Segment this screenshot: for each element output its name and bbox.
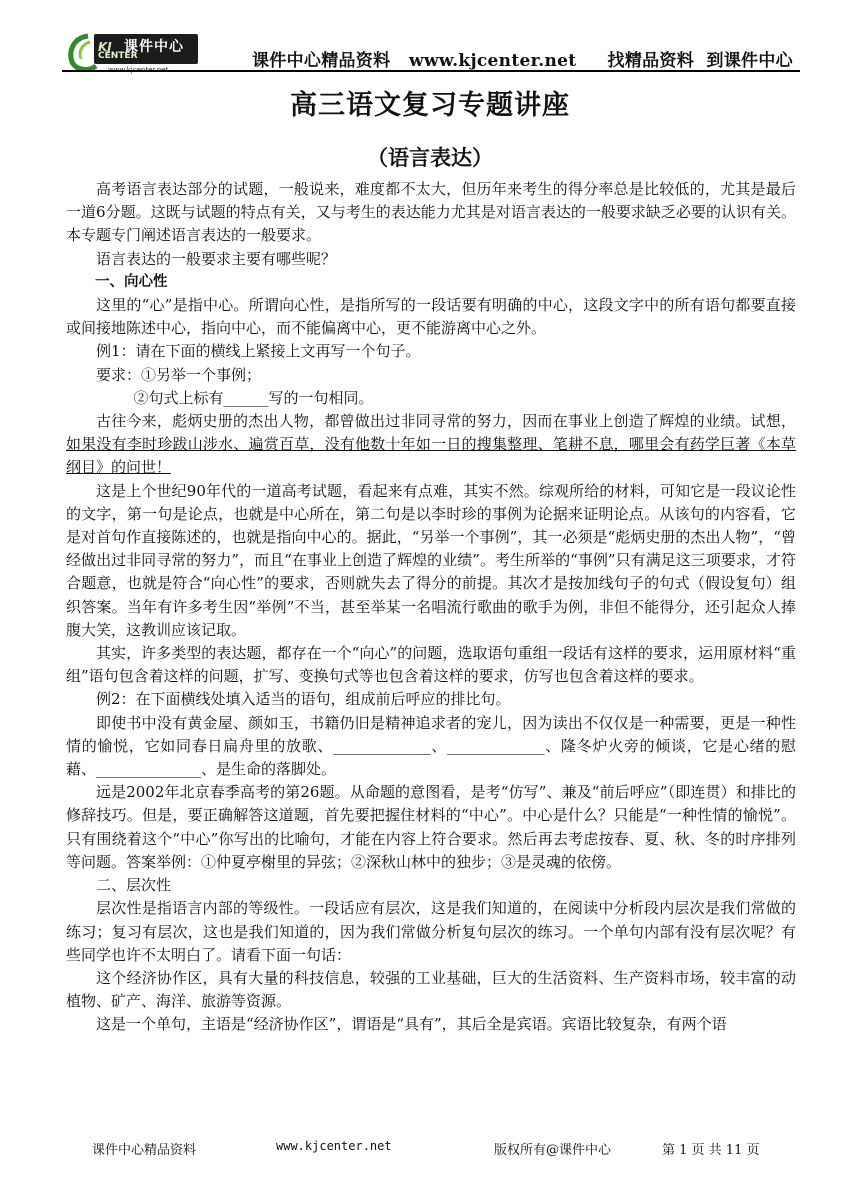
header-rule xyxy=(62,70,800,72)
section-heading: 二、层次性 xyxy=(96,876,172,895)
page-title: 高三语文复习专题讲座 xyxy=(290,90,570,121)
header-text: 课件中心精品资料 www.kjcenter.net 找精品资料 到课件中心 xyxy=(252,51,793,71)
paragraph: 其实，许多类型的表达题，都存在一个“向心”的问题，选取语句重组一段话有这样的要求，运用原材料“重组”语句包含着这样的问题，扩写、变换句式等也包含着这样的要求，仿写也包含着这样的要求。 xyxy=(66,644,796,686)
paragraph: 这是上个世纪90年代的一道高考试题，看起来有点难，其实不然。综观所给的材料，可知它是一段议论性的文字，第一句是论点，也就是中心所在，第二句是以李时珍的事例为论据来证明论点。从该句的内容看，它是对首句作直接陈述的，也就是指向中心的。据此，“另举一个事例”，其一必须是“彪炳史册的杰出人物”，“曾经做出过非同寻常的努力”，而且“在事业上创造了辉煌的业绩”。考生所举的“事例”只有满足这三项要求，才符合题意，也就是符合“向心性”的要求，否则就失去了得分的前提。其次才是按加线句子的句式（假设复句）组织答案。当年有许多考生因“举例”不当，甚至举某一名唱流行歌曲的歌手为例，非但不能得分，还引起众人捧腹大笑，这教训应该记取。 xyxy=(66,481,796,639)
paragraph: 例1：请在下面的横线上紧接上文再写一个句子。 xyxy=(96,342,421,361)
paragraph: 高考语言表达部分的试题，一般说来，难度都不太大，但历年来考生的得分率总是比较低的，尤其是最后一道6分题。这既与试题的特点有关，又与考生的表达能力尤其是对语言表达的一般要求缺乏必要的认识有关。本专题专门阐述语言表达的一般要求。 xyxy=(66,180,796,245)
logo-kj: KJ xyxy=(98,40,112,54)
page-subtitle: （语言表达） xyxy=(367,145,493,170)
paragraph: 层次性是指语言内部的等级性。一段话应有层次，这是我们知道的，在阅读中分析段内层次是我们常做的练习；复习有层次，这也是我们知道的，因为我们常做分析复句层次的练习。一个单句内部有没有层次呢？有些同学也许不太明白了。请看下面一句话： xyxy=(66,899,796,964)
text-run: 古往今来，彪炳史册的杰出人物，都曾做出过非同寻常的努力，因而在事业上创造了辉煌的业绩。试想， xyxy=(96,412,796,431)
paragraph: 这是一个单句，主语是“经济协作区”，谓语是“具有”，其后全是宾语。宾语比较复杂，有两个语 xyxy=(96,1015,727,1034)
logo-center: CENTER xyxy=(98,51,138,61)
kjcenter-logo xyxy=(66,32,198,74)
footer-page-number: 第 1 页 共 11 页 xyxy=(662,1143,760,1158)
logo-url: www.kjcenter.net xyxy=(108,66,169,74)
page-header xyxy=(60,26,800,74)
paragraph: 这个经济协作区，具有大量的科技信息，较强的工业基础，巨大的生活资料、生产资料市场，较丰富的动植物、矿产、海洋、旅游等资源。 xyxy=(66,968,796,1011)
paragraph: 例2：在下面横线处填入适当的语句，组成前后呼应的排比句。 xyxy=(96,690,511,709)
footer-left: 课件中心精品资料 xyxy=(92,1143,197,1158)
document-body xyxy=(66,178,796,1037)
paragraph xyxy=(66,410,796,480)
paragraph: 要求：①另举一个事例； xyxy=(96,365,262,384)
paragraph: 这里的“心”是指中心。所谓向心性，是指所写的一段话要有明确的中心，这段文字中的所有语句都要直接或间接地陈述中心，指向中心，而不能偏离中心，更不能游离中心之外。 xyxy=(66,296,796,338)
footer-copyright: 版权所有@课件中心 xyxy=(494,1143,612,1158)
paragraph: 远是2002年北京春季高考的第26题。从命题的意图看，是考“仿写”、兼及“前后呼应”（即连贯）和排比的修辞技巧。但是，要正确解答这道题，首先要把握住材料的“中心”。中心是什么？只能是“一种性情的愉悦”。只有围绕着这个“中心”你写出的比喻句，才能在内容上符合要求。然后再去考虑按春、夏、秋、冬的时序排列等问题。答案举例：①仲夏亭榭里的异弦；②深秋山林中的独步；③是灵魂的依傍。 xyxy=(66,783,796,871)
paragraph: ②句式上标有______写的一句相同。 xyxy=(133,388,374,407)
underlined-sentence: 如果没有李时珍跋山涉水、遍赏百草，没有他数十年如一日的搜集整理、笔耕不息，哪里会有药学巨著《本草纲目》的问世！ xyxy=(66,435,796,477)
paragraph: 即使书中没有黄金屋、颜如玉，书籍仍旧是精神追求者的宠儿，因为读出不仅仅是一种需要，更是一种性情的愉悦，它如同春日扁舟里的放歌、_____________、_____________、隆冬炉火旁的倾谈，它是心绪的慰藉、______________、是生命的落脚处。 xyxy=(66,713,796,779)
paragraph: 语言表达的一般要求主要有哪些呢？ xyxy=(96,249,337,268)
footer-url: www.kjcenter.net xyxy=(276,1139,392,1153)
section-heading: 一、向心性 xyxy=(95,273,168,290)
logo-title: 课件中心 xyxy=(124,39,184,55)
